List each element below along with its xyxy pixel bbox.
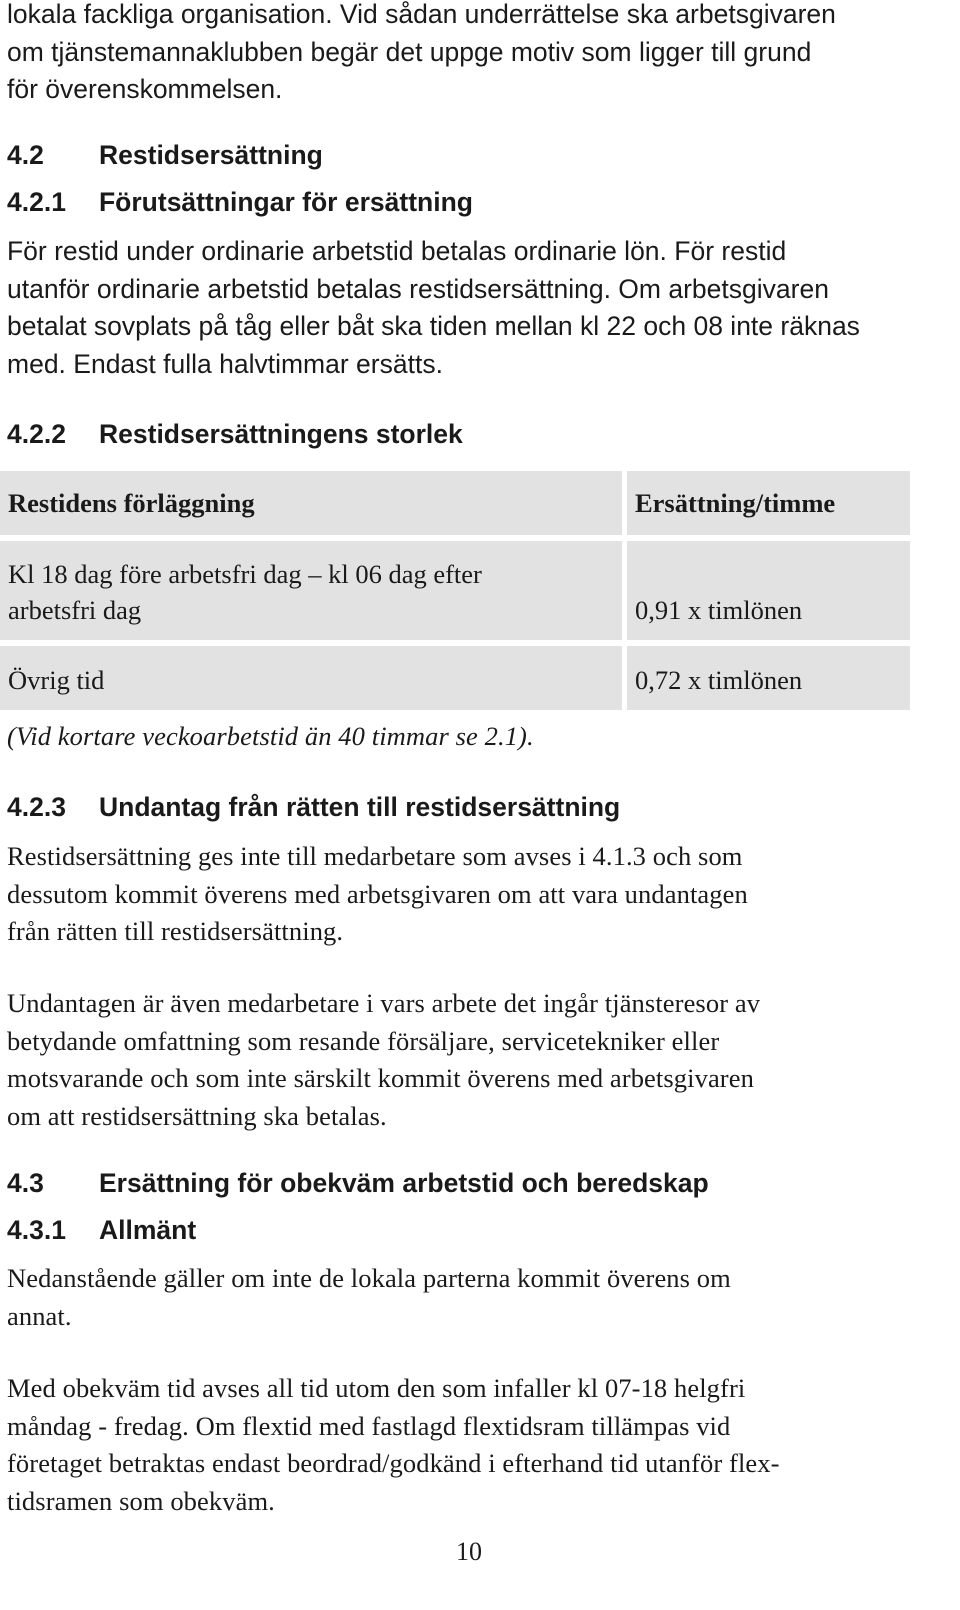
- text-line: för överenskommelsen.: [7, 74, 283, 105]
- text-line: Nedanstående gäller om inte de lokala parterna kommit överens om: [7, 1263, 731, 1293]
- heading-4-3-1: [7, 1215, 196, 1246]
- text-line: utanför ordinarie arbetstid betalas restidsersättning. Om arbetsgivaren: [7, 273, 829, 304]
- text-line: motsvarande och som inte särskilt kommit överens med arbetsgivaren: [7, 1063, 754, 1094]
- heading-title: Ersättning för obekväm arbetstid och beredskap: [99, 1168, 709, 1198]
- paragraph-4-2-1: [7, 233, 860, 383]
- paragraph-4-2-3-a: [7, 838, 748, 951]
- text-line: betalat sovplats på tåg eller båt ska tiden mellan kl 22 och 08 inte räknas: [7, 311, 860, 342]
- text-line: Med obekväm tid avses all tid utom den som infaller kl 07-18 helgfri: [7, 1373, 746, 1403]
- paragraph-4-3-1-b: [7, 1370, 780, 1520]
- heading-title: Undantag från rätten till restidsersättning: [99, 792, 621, 822]
- table-note: (Vid kortare veckoarbetstid än 40 timmar se 2.1).: [7, 721, 534, 751]
- heading-number: 4.2.3: [7, 792, 66, 822]
- row-value: 0,72 x timlönen: [635, 665, 803, 695]
- heading-4-2-2: [7, 419, 463, 450]
- heading-title: Restidsersättningens storlek: [99, 419, 463, 449]
- text-line: om att restidsersättning ska betalas.: [7, 1100, 387, 1131]
- heading-4-2: [7, 140, 323, 171]
- text-line: lokala fackliga organisation. Vid sådan underrättelse ska arbetsgivaren: [7, 0, 836, 29]
- heading-title: Restidsersättning: [99, 140, 323, 170]
- text-line: Övrig tid: [8, 665, 105, 695]
- heading-title: Förutsättningar för ersättning: [99, 187, 473, 217]
- text-line: Restidsersättning ges inte till medarbetare som avses i 4.1.3 och som: [7, 841, 743, 871]
- text-line: företaget betraktas endast beordrad/godkänd i efterhand tid utanför flex-: [7, 1448, 780, 1479]
- text-line: För restid under ordinarie arbetstid betalas ordinarie lön. För restid: [7, 236, 787, 266]
- row-label: [8, 662, 104, 698]
- text-line: Kl 18 dag före arbetsfri dag – kl 06 dag efter: [8, 559, 482, 589]
- text-line: Undantagen är även medarbetare i vars arbete det ingår tjänsteresor av: [7, 988, 761, 1018]
- heading-title: Allmänt: [99, 1215, 197, 1245]
- heading-number: 4.3: [7, 1168, 44, 1198]
- table-header-cell: [627, 471, 910, 535]
- paragraph-4-2-3-b: [7, 985, 760, 1135]
- table-row: [627, 541, 910, 640]
- paragraph-4-3-1-a: [7, 1260, 731, 1335]
- row-label: [8, 556, 482, 628]
- header-label: Ersättning/timme: [635, 488, 836, 518]
- text-line: betydande omfattning som resande försäljare, servicetekniker eller: [7, 1025, 720, 1056]
- heading-4-3: [7, 1168, 709, 1199]
- page-number: 10: [456, 1537, 482, 1566]
- heading-number: 4.2: [7, 140, 44, 170]
- text-line: med. Endast fulla halvtimmar ersätts.: [7, 348, 443, 379]
- text-line: måndag - fredag. Om flextid med fastlagd flextidsram tillämpas vid: [7, 1410, 731, 1441]
- text-line: dessutom kommit överens med arbetsgivaren om att vara undantagen: [7, 878, 748, 909]
- table-row: [627, 646, 910, 710]
- intro-paragraph: [7, 0, 836, 109]
- heading-number: 4.3.1: [7, 1215, 66, 1245]
- table-header-cell: [0, 471, 622, 535]
- row-value: 0,91 x timlönen: [635, 595, 803, 625]
- heading-number: 4.2.2: [7, 419, 66, 449]
- text-line: arbetsfri dag: [8, 595, 142, 625]
- text-line: annat.: [7, 1300, 72, 1331]
- table-row: [0, 646, 622, 710]
- header-label: Restidens förläggning: [8, 488, 255, 518]
- heading-4-2-1: [7, 187, 473, 218]
- text-line: från rätten till restidsersättning.: [7, 916, 344, 947]
- heading-4-2-3: [7, 792, 620, 823]
- heading-number: 4.2.1: [7, 187, 66, 217]
- table-row: [0, 541, 622, 640]
- text-line: tidsramen som obekväm.: [7, 1485, 275, 1516]
- text-line: om tjänstemannaklubben begär det uppge motiv som ligger till grund: [7, 36, 812, 67]
